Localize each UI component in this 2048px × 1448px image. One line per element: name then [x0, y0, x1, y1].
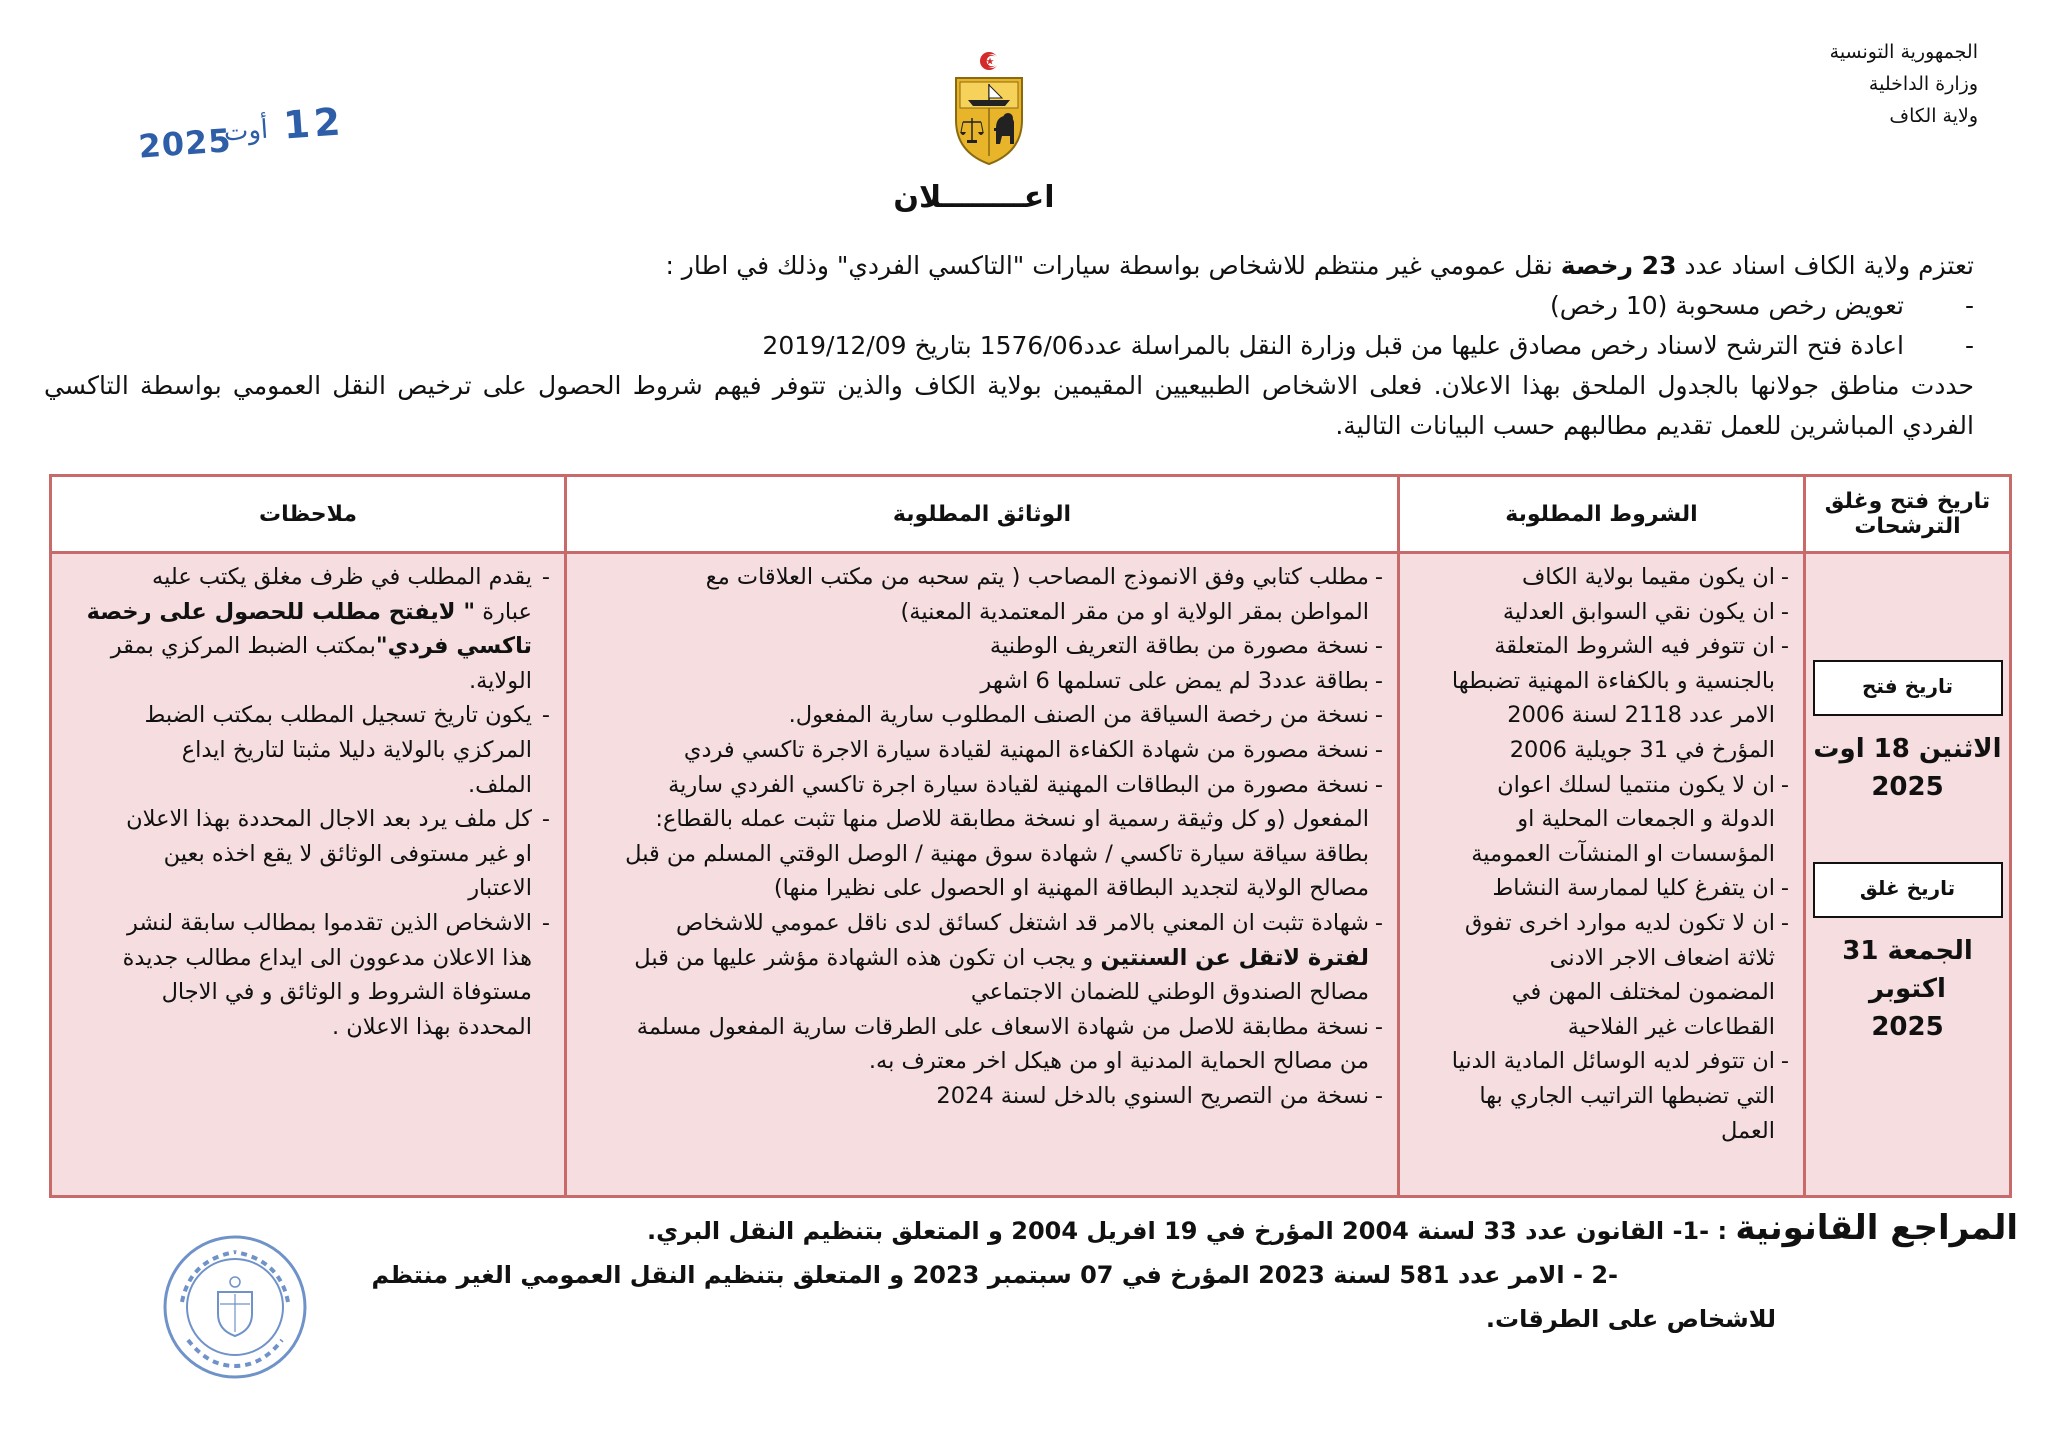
legal-ref-2: -2 - الامر عدد 581 لسنة 2023 المؤرخ في 07 سبتمبر 2023 و المتعلق بتنظيم النقل العمومي الغير منتظم [371, 1261, 1618, 1289]
stamp-day: 12 [281, 99, 346, 148]
note-line: او غير مستوفى الوثائق لا يقع اخذه بعين [163, 840, 532, 867]
intro-bullet [44, 286, 1974, 326]
close-date-label: تاريخ غلق [1813, 862, 2003, 918]
condition-line: المؤرخ في 31 جويلية 2006 [1509, 736, 1775, 763]
intro-paragraph: حددت مناطق جولانها بالجدول الملحق بهذا الاعلان. فعلى الاشخاص الطبيعيين المقيمين بولاية الكاف والذين تتوفر فيهم شروط الحصول على ترخيص النقل العمومي بواسطة التاكسي الفردي المباشرين للعمل تقديم مطالبهم حسب البيانات التالية. [44, 371, 1974, 440]
page-title: اعــــــــلان [893, 180, 1055, 215]
document-line: - شهادة تثبت ان المعني بالامر قد اشتغل كسائق لدى ناقل عمومي للاشخاص [581, 906, 1383, 941]
intro-text-segment: تعتزم ولاية الكاف اسناد عدد [1676, 251, 1974, 280]
condition-line: - ان لا يكون منتميا لسلك اعوان [1414, 768, 1789, 803]
note-line: هذا الاعلان مدعوون الى ايداع مطالب جديدة [122, 944, 532, 971]
condition-line: القطاعات غير الفلاحية [1567, 1013, 1775, 1040]
dates-cell [1805, 553, 2011, 1197]
condition-line: - ان لا تكون لديه موارد اخرى تفوق [1414, 906, 1789, 941]
notes-cell [51, 553, 566, 1197]
open-date-day: الاثنين 18 اوت [1813, 734, 2002, 764]
close-date-value [1806, 932, 2009, 1046]
document-line: - بطاقة عدد3 لم يمض على تسلمها 6 اشهر [581, 664, 1383, 699]
condition-line: الامر عدد 2118 لسنة 2006 [1507, 702, 1775, 729]
ministry-line: الجمهورية التونسية [1829, 41, 1978, 63]
conditions-cell [1399, 553, 1805, 1197]
document-line: - نسخة مصورة من البطاقات المهنية لقيادة سيارة اجرة تاكسي الفردي سارية [581, 768, 1383, 803]
intro-text [44, 246, 1974, 446]
note-line: الولاية. [468, 667, 532, 694]
header-documents: الوثائق المطلوبة [566, 476, 1399, 553]
note-line: - الاشخاص الذين تقدموا بمطالب سابقة لنشر [66, 906, 550, 941]
open-date-year: 2025 [1871, 772, 1944, 802]
condition-line: ثلاثة اضعاف الاجر الادنى [1549, 944, 1775, 971]
note-line: - يقدم المطلب في ظرف مغلق يكتب عليه [66, 560, 550, 595]
note-line: الاعتبار [468, 875, 532, 902]
document-line: المواطن بمقر الولاية او من مقر المعتمدية المعنية) [900, 598, 1369, 625]
legal-ref-1: : -1- القانون عدد 33 لسنة 2004 المؤرخ في 19 افريل 2004 و المتعلق بتنظيم النقل البري. [647, 1217, 1736, 1245]
license-count: 23 رخصة [1560, 251, 1677, 280]
condition-line: المضمون لمختلف المهن في [1511, 979, 1775, 1006]
document-line [581, 941, 1383, 976]
document-line: - نسخة من رخصة السياقة من الصنف المطلوب سارية المفعول. [581, 698, 1383, 733]
document-line: بطاقة سياقة سيارة تاكسي / شهادة سوق مهنية / الوصل الوقتي المسلم من قبل [625, 840, 1369, 867]
document-line: - نسخة مصورة من بطاقة التعريف الوطنية [581, 629, 1383, 664]
open-date-label: تاريخ فتح [1813, 660, 2003, 716]
note-line [66, 629, 550, 664]
intro-bullet-text: تعويض رخص مسحوبة (10 رخص) [1549, 291, 1904, 320]
intro-bullet-text: اعادة فتح الترشح لاسناد رخص مصادق عليها من قبل وزارة النقل بالمراسلة عدد1576/06 بتاريخ 2019/12/09 [762, 331, 1904, 360]
condition-line: المؤسسات او المنشآت العمومية [1471, 840, 1775, 867]
condition-line: الدولة و الجمعات المحلية او [1517, 806, 1775, 833]
note-line-text: عبارة [475, 598, 532, 625]
document-line: مصالح الولاية لتجديد البطاقة المهنية او الحصول على نظيرا منها) [773, 875, 1369, 902]
condition-line: - ان يكون نقي السوابق العدلية [1414, 595, 1789, 630]
condition-line: - ان يتفرغ كليا لممارسة النشاط [1414, 871, 1789, 906]
note-line: المركزي بالولاية دليلا مثبتا لتاريخ ايداع [181, 736, 532, 763]
close-date-year: 2025 [1871, 1012, 1944, 1042]
condition-line: التي تضبطها التراتيب الجاري بها [1479, 1082, 1775, 1109]
document-line: من مصالح الحماية المدنية او من هيكل اخر معترف به. [868, 1048, 1369, 1075]
note-line: مستوفاة الشروط و الوثائق و في الاجال [161, 979, 532, 1006]
header-dates: تاريخ فتح وغلق الترشحات [1805, 476, 2011, 553]
legal-ref-line [258, 1206, 2018, 1253]
note-bold-phrase: تاكسي فردي" [375, 633, 532, 660]
legal-ref-3: للاشخاص على الطرقات. [1485, 1305, 1776, 1333]
condition-line: بالجنسية و بالكفاءة المهنية تضبطها [1451, 667, 1775, 694]
date-stamp [136, 98, 359, 169]
tunisia-coat-of-arms-icon [950, 48, 1028, 168]
condition-line: العمل [1720, 1117, 1775, 1144]
header-conditions: الشروط المطلوبة [1399, 476, 1805, 553]
document-line: مصالح الصندوق الوطني للضمان الاجتماعي [970, 979, 1369, 1006]
document-line: - نسخة مصورة من شهادة الكفاءة المهنية لقيادة سيارة الاجرة تاكسي فردي [581, 733, 1383, 768]
document-line: - مطلب كتابي وفق الانموذج المصاحب ( يتم سحبه من مكتب العلاقات مع [581, 560, 1383, 595]
header-notes: ملاحظات [51, 476, 566, 553]
ministry-line: ولاية الكاف [1889, 105, 1978, 127]
document-line: - نسخة مطابقة للاصل من شهادة الاسعاف على الطرقات سارية المفعول مسلمة [581, 1010, 1383, 1045]
open-date-value [1806, 730, 2009, 806]
note-line: الملف. [467, 771, 532, 798]
legal-heading: المراجع القانونية [1735, 1208, 2018, 1248]
condition-line: - ان يكون مقيما بولاية الكاف [1414, 560, 1789, 595]
stamp-month: أوت [222, 114, 270, 148]
note-bold-phrase: " لايفتح مطلب للحصول على رخصة [86, 598, 476, 625]
note-line: - كل ملف يرد بعد الاجال المحددة بهذا الاعلان [66, 802, 550, 837]
note-line: - يكون تاريخ تسجيل المطلب بمكتب الضبط [66, 698, 550, 733]
condition-line: - ان تتوفر فيه الشروط المتعلقة [1414, 629, 1789, 664]
document-line: المفعول (و كل وثيقة رسمية او نسخة مطابقة للاصل منها تثبت عمله بالقطاع: [655, 806, 1369, 833]
note-line-text: بمكتب الضبط المركزي بمقر [110, 633, 376, 660]
legal-references [258, 1206, 2018, 1341]
intro-text-segment: نقل عمومي غير منتظم للاشخاص بواسطة سيارات "التاكسي الفردي" وذلك في اطار : [665, 251, 1561, 280]
ministry-header [1718, 36, 1978, 132]
intro-bullet [44, 326, 1974, 366]
document-line-text: و يجب ان تكون هذه الشهادة مؤشر عليها من قبل [634, 944, 1101, 971]
close-date-day: الجمعة 31 اكتوبر [1842, 936, 1973, 1004]
stamp-year: 2025 [137, 121, 233, 166]
official-round-seal-icon [160, 1232, 310, 1382]
condition-line: - ان تتوفر لديه الوسائل المادية الدنيا [1414, 1044, 1789, 1079]
requirements-table [52, 474, 2012, 1198]
document-bold-phrase: لفترة لاتقل عن السنتين [1100, 944, 1369, 971]
ministry-line: وزارة الداخلية [1868, 73, 1978, 95]
documents-cell [566, 553, 1399, 1197]
intro-line-1 [44, 246, 1974, 286]
document-line: - نسخة من التصريح السنوي بالدخل لسنة 2024 [581, 1079, 1383, 1114]
note-line: المحددة بهذا الاعلان . [331, 1013, 532, 1040]
note-line [66, 595, 550, 630]
